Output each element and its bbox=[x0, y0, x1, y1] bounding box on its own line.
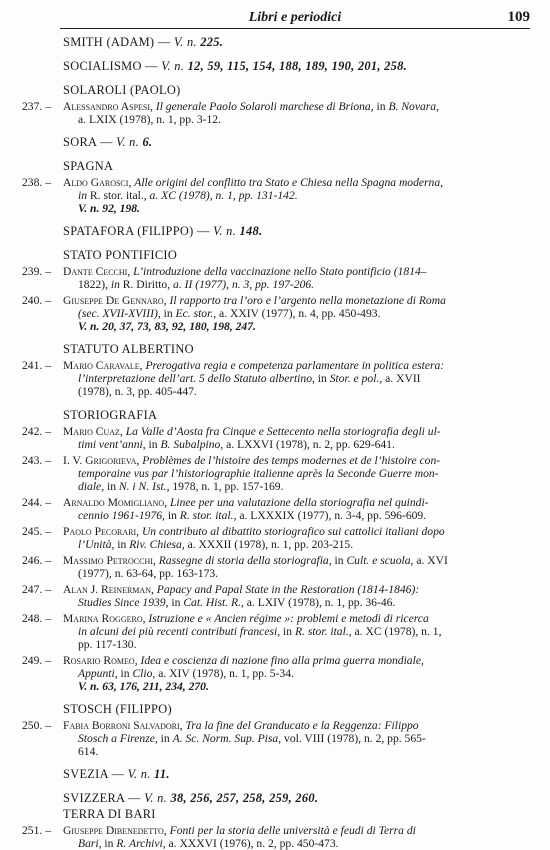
entry-line: Massimo Petrocchi, Rassegne di storia della storiografia, in Cult. e scuola, a. XVI bbox=[63, 554, 448, 567]
cross-reference: 11. bbox=[154, 767, 170, 781]
entry-line: 614. bbox=[78, 745, 99, 758]
heading-text: SVEZIA bbox=[63, 767, 109, 781]
entry-line: in R. stor. ital., a. XC (1978), n. 1, pp. 131-142. bbox=[78, 189, 298, 202]
entry-line: (1978), n. 3, pp. 405-447. bbox=[78, 385, 197, 398]
section-heading: SOCIALISMO — V. n. 12, 59, 115, 154, 188, 189, 190, 201, 258. bbox=[63, 59, 408, 73]
entry-line: V. n. 63, 176, 211, 234, 270. bbox=[78, 680, 209, 693]
entry-number: 244. – bbox=[22, 496, 51, 509]
entry-line: Giuseppe De Gennaro, Il rapporto tra l’oro e l’argento nella monetazione di Roma bbox=[63, 294, 446, 307]
section-heading bbox=[63, 249, 177, 262]
entry-line: V. n. 20, 37, 73, 83, 92, 180, 198, 247. bbox=[78, 320, 256, 333]
entry-line: Rosario Romeo, Idea e coscienza di nazione fino alla prima guerra mondiale, bbox=[63, 654, 424, 667]
heading-text: TERRA DI BARI bbox=[63, 807, 156, 821]
entry-number: 245. – bbox=[22, 525, 51, 538]
entry-number: 248. – bbox=[22, 612, 51, 625]
running-title: Libri e periodici bbox=[248, 10, 342, 25]
entry-line: l’Unità, in Riv. Chiesa, a. XXXII (1978), n. 1, pp. 203-215. bbox=[78, 538, 354, 551]
entry-number: 250. – bbox=[22, 719, 51, 732]
entry-line: Studies Since 1939, in Cat. Hist. R., a. LXIV (1978), n. 1, pp. 36-46. bbox=[78, 596, 396, 609]
section-heading: SPATAFORA (FILIPPO) — V. n. 148. bbox=[63, 224, 263, 238]
heading-text: SVIZZERA bbox=[63, 791, 125, 805]
cross-reference: 38, 256, 257, 258, 259, 260. bbox=[170, 791, 319, 805]
cross-reference: 148. bbox=[239, 224, 263, 238]
section-heading: SVEZIA — V. n. 11. bbox=[63, 767, 170, 781]
entry-line: Fabia Borroni Salvadori, Tra la fine del Granducato e la Reggenza: Filippo bbox=[63, 719, 419, 732]
entry-number: 242. – bbox=[22, 425, 51, 438]
section-heading bbox=[63, 409, 157, 422]
entry-line: diale, in N. i N. Ist., 1978, n. 1, pp. 157-169. bbox=[78, 480, 284, 493]
heading-text: SMITH (ADAM) bbox=[63, 35, 155, 49]
entry-line: Marina Roggero, Istruzione e « Ancien régime »: problemi e metodi di ricerca bbox=[63, 612, 429, 625]
entry-line: Aldo Garosci, Alle origini del conflitto tra Stato e Chiesa nella Spagna moderna, bbox=[63, 176, 444, 189]
entry-line: Alan J. Reinerman, Papacy and Papal State in the Restoration (1814-1846): bbox=[63, 583, 420, 596]
entry-line: l’interpretazione dell’art. 5 dello Statuto albertino, in Stor. e pol., a. XVII bbox=[78, 372, 421, 385]
section-heading bbox=[63, 808, 156, 821]
cross-reference: 225. bbox=[200, 35, 224, 49]
heading-text: SPATAFORA (FILIPPO) bbox=[63, 224, 194, 238]
entry-line: cennio 1961-1976, in R. stor. ital., a. LXXXIX (1977), n. 3-4, pp. 596-609. bbox=[78, 509, 427, 522]
entry-line: Arnaldo Momigliano, Linee per una valutazione della storiografia nel quindi- bbox=[63, 496, 429, 509]
section-heading: SORA — V. n. 6. bbox=[63, 135, 153, 149]
section-heading bbox=[63, 703, 172, 716]
entry-number: 246. – bbox=[22, 554, 51, 567]
entry-line: Stosch a Firenze, in A. Sc. Norm. Sup. Pisa, vol. VIII (1978), n. 2, pp. 565- bbox=[78, 732, 426, 745]
entry-number: 239. – bbox=[22, 265, 51, 278]
heading-text: STORIOGRAFIA bbox=[63, 408, 158, 422]
entry-line: I. V. Grigorieva, Problèmes de l’histoire des temps modernes et de l’histoire con- bbox=[63, 454, 441, 467]
section-heading: SVIZZERA — V. n. 38, 256, 257, 258, 259, 260. bbox=[63, 791, 319, 805]
entry-number: 238. – bbox=[22, 176, 51, 189]
entry-line: Alessandro Aspesi, Il generale Paolo Solaroli marchese di Briona, in B. Novara, bbox=[63, 100, 440, 113]
entry-number: 241. – bbox=[22, 359, 51, 372]
page-number: 109 bbox=[507, 9, 530, 25]
entry-line: in alcuni dei più recenti contributi francesi, in R. stor. ital., a. XC (1978), n. 1, bbox=[78, 625, 442, 638]
section-heading bbox=[63, 84, 181, 97]
entry-line: temporaine vus par l’historiographie italienne après la Seconde Guerre mon- bbox=[78, 467, 439, 480]
entry-line: (sec. XVII-XVIII), in Ec. stor., a. XXIV (1977), n. 4, pp. 450-493. bbox=[78, 307, 381, 320]
entry-line: Giuseppe Dibenedetto, Fonti per la storia delle università e feudi di Terra di bbox=[63, 824, 416, 837]
entry-line: Mario Cuaz, La Valle d’Aosta fra Cinque e Settecento nella storiografia degli ul- bbox=[63, 425, 441, 438]
section-heading: SMITH (ADAM) — V. n. 225. bbox=[63, 35, 224, 49]
heading-text: STATUTO ALBERTINO bbox=[63, 342, 194, 356]
entry-line: pp. 117-130. bbox=[78, 638, 137, 651]
entry-number: 247. – bbox=[22, 583, 51, 596]
heading-text: SOLAROLI (PAOLO) bbox=[63, 83, 181, 97]
entry-line: Dante Cecchi, L’introduzione della vaccinazione nello Stato pontificio (1814– bbox=[63, 265, 427, 278]
page-header bbox=[60, 6, 530, 29]
entry-line: 1822), in R. Diritto, a. II (1977), n. 3, pp. 197-206. bbox=[78, 278, 315, 291]
heading-text: SOCIALISMO bbox=[63, 59, 142, 73]
entry-line: Bari, in R. Archivi, a. XXXVI (1976), n. 2, pp. 450-473. bbox=[78, 837, 339, 850]
entry-line: Mario Caravale, Prerogativa regia e competenza parlamentare in politica estera: bbox=[63, 359, 445, 372]
entry-number: 243. – bbox=[22, 454, 51, 467]
cross-reference: 12, 59, 115, 154, 188, 189, 190, 201, 258. bbox=[187, 59, 408, 73]
cross-reference: 6. bbox=[142, 135, 153, 149]
entry-line: V. n. 92, 198. bbox=[78, 202, 140, 215]
entry-line: Paolo Pecorari, Un contributo al dibattito storiografico sui cattolici italiani dopo bbox=[63, 525, 445, 538]
heading-text: SPAGNA bbox=[63, 159, 114, 173]
section-heading bbox=[63, 343, 194, 356]
heading-text: STATO PONTIFICIO bbox=[63, 248, 178, 262]
entry-number: 249. – bbox=[22, 654, 51, 667]
section-heading bbox=[63, 160, 113, 173]
heading-text: STOSCH (FILIPPO) bbox=[63, 702, 172, 716]
heading-text: SORA bbox=[63, 135, 97, 149]
entry-line: a. LXIX (1978), n. 1, pp. 3-12. bbox=[78, 113, 221, 126]
entry-line: Appunti, in Clio, a. XIV (1978), n. 1, pp. 5-34. bbox=[78, 667, 294, 680]
entry-line: (1977), n. 63-64, pp. 163-173. bbox=[78, 567, 219, 580]
entry-line: timi vent’anni, in B. Subalpino, a. LXXVI (1978), n. 2, pp. 629-641. bbox=[78, 438, 395, 451]
entry-number: 251. – bbox=[22, 824, 51, 837]
entry-number: 240. – bbox=[22, 294, 51, 307]
entry-number: 237. – bbox=[22, 100, 51, 113]
